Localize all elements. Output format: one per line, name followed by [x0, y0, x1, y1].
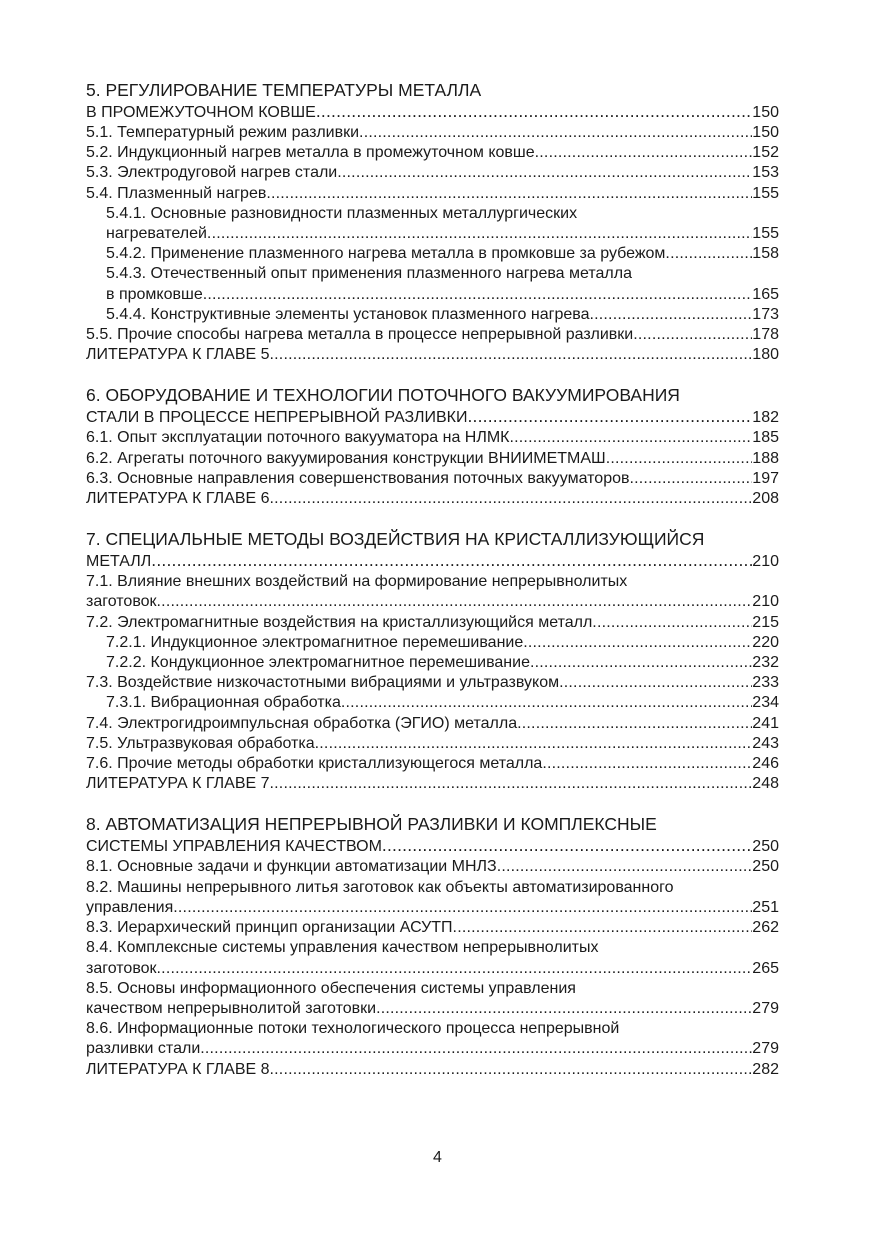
page-ref: 155: [752, 184, 779, 202]
entry-line-with-page: [86, 835, 779, 857]
page-ref: 158: [752, 245, 779, 263]
entry-line-with-page: [86, 184, 779, 204]
entry-text: 7.3.1. Вибрационная обработка: [106, 694, 341, 712]
entry-line-with-page: [86, 101, 779, 123]
page-ref: 155: [752, 225, 779, 243]
entry-line-with-page: [86, 774, 779, 794]
dot-leader: [665, 244, 752, 264]
dot-leader: [266, 184, 752, 204]
toc-entry: [86, 878, 779, 918]
entry-line-with-page: [86, 345, 779, 365]
entry-line: 8.6. Информационные потоки технологического процесса непрерывной: [86, 1020, 620, 1038]
page-ref: 234: [752, 694, 779, 712]
dot-leader: [535, 143, 753, 163]
page-ref: 282: [752, 1060, 779, 1078]
page-ref: 150: [752, 124, 779, 141]
chapter-section: [86, 80, 779, 365]
page-ref: 188: [752, 449, 779, 467]
entry-line: 5.4.3. Отечественный опыт применения плазменного нагрева металла: [106, 265, 632, 283]
entry-line: 8.4. Комплексные системы управления качеством непрерывнолитых: [86, 939, 599, 957]
chapter-heading: [86, 385, 779, 428]
toc-subentry: [86, 693, 779, 713]
dot-leader: [382, 835, 752, 856]
entry-text: В ПРОМЕЖУТОЧНОМ КОВШЕ: [86, 104, 316, 121]
page-ref: 153: [752, 164, 779, 182]
toc-entry: [86, 714, 779, 734]
entry-line-with-page: [86, 325, 779, 345]
entry-line-with-page: [86, 959, 779, 979]
entry-line-with-page: [86, 673, 779, 693]
page-ref: 178: [752, 326, 779, 344]
entry-text: 7.4. Электрогидроимпульсная обработка (ЭГИО) металла: [86, 714, 518, 732]
entry-text: 8.3. Иерархический принцип организации АСУТП: [86, 919, 453, 937]
toc-entry: [86, 469, 779, 489]
dot-leader: [542, 754, 752, 774]
dot-leader: [589, 305, 752, 325]
entry-line: 7. СПЕЦИАЛЬНЫЕ МЕТОДЫ ВОЗДЕЙСТВИЯ НА КРИСТАЛЛИЗУЮЩИЙСЯ: [86, 529, 705, 550]
entry-line-with-page: [86, 550, 779, 572]
toc-subentry: [86, 633, 779, 653]
page-ref: 180: [752, 346, 779, 364]
entry-line: 7.1. Влияние внешних воздействий на формирование непрерывнолитых: [86, 573, 628, 591]
entry-line-with-page: [86, 734, 779, 754]
table-of-contents: [86, 80, 779, 1100]
page-ref: 152: [752, 144, 779, 162]
entry-line-with-page: [86, 898, 779, 918]
entry-text: 5.2. Индукционный нагрев металла в промежуточном ковше: [86, 144, 535, 162]
dot-leader: [517, 714, 752, 734]
page-ref: 250: [752, 858, 779, 876]
entry-text: 6.1. Опыт эксплуатации поточного вакууматора на НЛМК: [86, 429, 510, 447]
chapter-section: [86, 529, 779, 794]
dot-leader: [523, 633, 752, 653]
dot-leader: [453, 918, 753, 938]
dot-leader: [270, 489, 753, 509]
toc-subentry: [86, 204, 779, 244]
entry-line-with-page: [86, 469, 779, 489]
toc-entry: [86, 673, 779, 693]
page-ref: 165: [752, 285, 779, 303]
dot-leader: [467, 406, 752, 427]
page-ref: 262: [752, 919, 779, 937]
chapter-section: [86, 814, 779, 1079]
entry-line-with-page: [86, 489, 779, 509]
entry-text: качеством непрерывнолитой заготовки: [86, 999, 377, 1017]
entry-line: 8. АВТОМАТИЗАЦИЯ НЕПРЕРЫВНОЙ РАЗЛИВКИ И КОМПЛЕКСНЫЕ: [86, 814, 657, 835]
page-ref: 246: [752, 755, 779, 773]
page-ref: 210: [752, 553, 779, 571]
toc-entry: [86, 163, 779, 183]
dot-leader: [497, 857, 753, 877]
dot-leader: [359, 123, 752, 143]
chapter-heading: [86, 814, 779, 857]
toc-entry: [86, 857, 779, 877]
entry-text: 7.2.1. Индукционное электромагнитное перемешивание: [106, 633, 524, 651]
entry-line-with-page: [86, 428, 779, 448]
entry-line-with-page: [86, 714, 779, 734]
entry-text: 7.2.2. Кондукционное электромагнитное перемешивание: [106, 654, 530, 672]
dot-leader: [203, 285, 753, 305]
entry-text: в промковше: [106, 285, 203, 303]
entry-text: 6.2. Агрегаты поточного вакуумирования конструкции ВНИИМЕТМАШ: [86, 449, 606, 467]
entry-text: 5.3. Электродуговой нагрев стали: [86, 164, 338, 182]
entry-line-with-page: [86, 592, 779, 612]
toc-subentry: [86, 653, 779, 673]
page-ref: 248: [752, 775, 779, 793]
entry-text: МЕТАЛЛ: [86, 553, 152, 571]
page-ref: 173: [752, 305, 779, 323]
page-ref: 185: [752, 429, 779, 447]
entry-line: 8.5. Основы информационного обеспечения системы управления: [86, 979, 576, 997]
entry-text: нагревателей: [106, 225, 207, 243]
dot-leader: [316, 101, 752, 122]
toc-entry: [86, 613, 779, 633]
entry-line: 6. ОБОРУДОВАНИЕ И ТЕХНОЛОГИИ ПОТОЧНОГО ВАКУУМИРОВАНИЯ: [86, 385, 680, 406]
page-ref: 251: [752, 898, 779, 916]
page-ref: 279: [752, 999, 779, 1017]
dot-leader: [270, 774, 753, 794]
entry-line-with-page: [86, 163, 779, 183]
entry-text: 5.5. Прочие способы нагрева металла в процессе непрерывной разливки: [86, 326, 634, 344]
entry-line-with-page: [86, 613, 779, 633]
dot-leader: [592, 613, 752, 633]
page-ref: 197: [752, 469, 779, 487]
entry-line-with-page: [106, 633, 779, 653]
chapter-title: [86, 80, 779, 123]
toc-entry: [86, 143, 779, 163]
entry-text: СТАЛИ В ПРОЦЕССЕ НЕПРЕРЫВНОЙ РАЗЛИВКИ: [86, 409, 468, 427]
entry-line-with-page: [106, 693, 779, 713]
chapter-title: [86, 385, 779, 428]
dot-leader: [207, 224, 752, 244]
entry-text: 8.1. Основные задачи и функции автоматизации МНЛЗ: [86, 858, 497, 876]
entry-line-with-page: [86, 999, 779, 1019]
dot-leader: [337, 163, 752, 183]
toc-entry: [86, 489, 779, 509]
toc-subentry: [86, 264, 779, 304]
dot-leader: [157, 959, 753, 979]
entry-text: ЛИТЕРАТУРА К ГЛАВЕ 5: [86, 346, 270, 364]
entry-text: разливки стали: [86, 1040, 201, 1058]
dot-leader: [200, 1039, 752, 1059]
entry-line-with-page: [86, 1060, 779, 1080]
dot-leader: [270, 345, 753, 365]
entry-line-with-page: [86, 918, 779, 938]
toc-entry: [86, 979, 779, 1019]
dot-leader: [559, 673, 752, 693]
entry-line-with-page: [106, 305, 779, 325]
dot-leader: [510, 428, 753, 448]
entry-line: 5. РЕГУЛИРОВАНИЕ ТЕМПЕРАТУРЫ МЕТАЛЛА: [86, 80, 482, 100]
entry-text: 5.4.2. Применение плазменного нагрева металла в промковше за рубежом: [106, 245, 666, 263]
toc-entry: [86, 774, 779, 794]
dot-leader: [376, 999, 752, 1019]
chapter-title: [86, 529, 779, 572]
entry-line-with-page: [106, 224, 779, 244]
entry-text: 6.3. Основные направления совершенствования поточных вакууматоров: [86, 469, 630, 487]
toc-entry: [86, 918, 779, 938]
entry-text: 7.5. Ультразвуковая обработка: [86, 734, 315, 752]
chapter-heading: [86, 529, 779, 572]
toc-subentry: [86, 244, 779, 264]
toc-entry: [86, 734, 779, 754]
toc-entry: [86, 325, 779, 345]
entry-text: заготовок: [86, 593, 157, 611]
entry-text: СИСТЕМЫ УПРАВЛЕНИЯ КАЧЕСТВОМ: [86, 838, 382, 856]
entry-line-with-page: [86, 406, 779, 428]
entry-line: 5.4.1. Основные разновидности плазменных металлургических: [106, 204, 578, 222]
dot-leader: [633, 325, 752, 345]
entry-text: ЛИТЕРАТУРА К ГЛАВЕ 8: [86, 1060, 270, 1078]
entry-text: 7.2. Электромагнитные воздействия на кристаллизующийся металл: [86, 613, 593, 631]
entry-line-with-page: [86, 857, 779, 877]
toc-subentry: [86, 305, 779, 325]
entry-line-with-page: [86, 449, 779, 469]
entry-line-with-page: [86, 1039, 779, 1059]
entry-line-with-page: [106, 244, 779, 264]
page-ref: 208: [752, 490, 779, 508]
entry-line-with-page: [86, 123, 779, 143]
dot-leader: [315, 734, 753, 754]
page-ref: 243: [752, 734, 779, 752]
dot-leader: [341, 693, 752, 713]
dot-leader: [151, 550, 752, 571]
toc-entry: [86, 428, 779, 448]
page-ref: 210: [752, 593, 779, 611]
entry-text: 7.3. Воздействие низкочастотными вибрациями и ультразвуком: [86, 674, 560, 692]
entry-line-with-page: [86, 143, 779, 163]
page-ref: 250: [752, 838, 779, 856]
entry-text: управления: [86, 898, 174, 916]
toc-entry: [86, 1019, 779, 1059]
entry-line-with-page: [106, 653, 779, 673]
page-ref: 241: [752, 714, 779, 732]
entry-text: 7.6. Прочие методы обработки кристаллизующегося металла: [86, 755, 543, 773]
dot-leader: [606, 449, 753, 469]
toc-entry: [86, 184, 779, 204]
page-ref: 232: [752, 654, 779, 672]
toc-entry: [86, 572, 779, 612]
page-ref: 233: [752, 674, 779, 692]
entry-text: 5.4.4. Конструктивные элементы установок плазменного нагрева: [106, 305, 590, 323]
page-ref: 279: [752, 1040, 779, 1058]
dot-leader: [157, 592, 753, 612]
toc-entry: [86, 449, 779, 469]
entry-text: 5.4. Плазменный нагрев: [86, 184, 267, 202]
page-ref: 182: [752, 409, 779, 427]
toc-entry: [86, 754, 779, 774]
chapter-section: [86, 385, 779, 509]
page-number: 4: [433, 1149, 442, 1166]
page-ref: 220: [752, 633, 779, 651]
toc-entry: [86, 345, 779, 365]
chapter-title: [86, 814, 779, 857]
dot-leader: [270, 1060, 753, 1080]
entry-text: ЛИТЕРАТУРА К ГЛАВЕ 7: [86, 775, 270, 793]
chapter-heading: [86, 80, 779, 123]
entry-text: ЛИТЕРАТУРА К ГЛАВЕ 6: [86, 490, 270, 508]
toc-entry: [86, 938, 779, 978]
entry-line: 8.2. Машины непрерывного литья заготовок как объекты автоматизированного: [86, 878, 674, 896]
entry-text: 5.1. Температурный режим разливки: [86, 124, 360, 141]
dot-leader: [173, 898, 752, 918]
toc-entry: [86, 123, 779, 143]
dot-leader: [530, 653, 752, 673]
page-ref: 265: [752, 959, 779, 977]
entry-text: заготовок: [86, 959, 157, 977]
page-ref: 215: [752, 613, 779, 631]
page-ref: 150: [752, 104, 779, 121]
entry-line-with-page: [86, 754, 779, 774]
entry-line-with-page: [106, 285, 779, 305]
toc-entry: [86, 1060, 779, 1080]
dot-leader: [629, 469, 752, 489]
